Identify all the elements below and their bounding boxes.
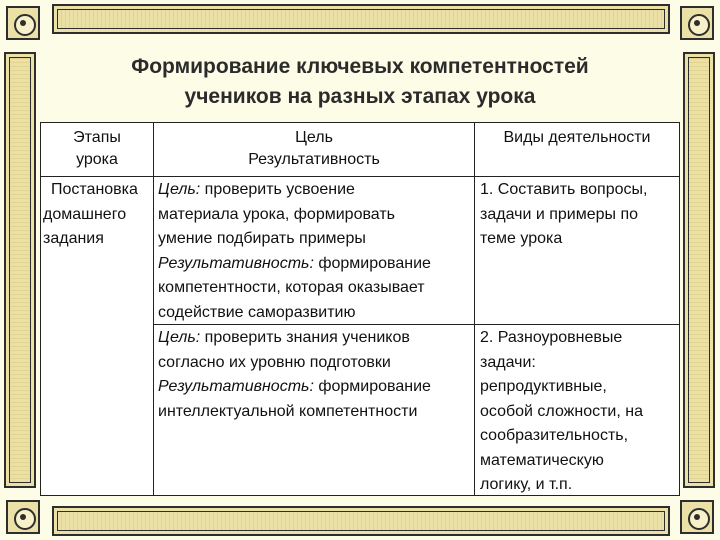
- header-divider: [41, 176, 679, 177]
- stage-cell: Постановка домашнего задания: [43, 181, 138, 247]
- goal-cell-1: Цель: проверить усвоение материала урока, формировать умение подбирать примеры Результативность: формирование компетентности, которая оказывает содействие саморазвитию: [158, 181, 431, 321]
- header-goal: Цель Результативность: [248, 129, 380, 168]
- column-divider: [153, 123, 154, 495]
- competence-table: [40, 122, 680, 496]
- frame-top-band: [52, 4, 670, 34]
- slide-title: [60, 52, 660, 112]
- header-activity: Виды деятельности: [503, 129, 651, 146]
- activity-cell-1: 1. Составить вопросы, задачи и примеры по теме урока: [480, 181, 648, 247]
- frame-corner-ornament-icon: [680, 500, 714, 534]
- frame-corner-ornament-icon: [6, 6, 40, 40]
- frame-corner-ornament-icon: [6, 500, 40, 534]
- slide-title-line-2: учеников на разных этапах урока: [184, 85, 536, 108]
- frame-left-band: [4, 52, 36, 488]
- activity-cell-2: 2. Разноуровневые задачи: репродуктивные, особой сложности, на сообразительность, математическую логику, и т.п.: [480, 329, 643, 493]
- column-divider: [474, 123, 475, 495]
- goal-cell-2: Цель: проверить знания учеников согласно их уровню подготовки Результативность: формирование интеллектуальной компетентности: [158, 329, 431, 420]
- frame-right-band: [683, 52, 715, 488]
- frame-bottom-band: [52, 506, 670, 536]
- frame-corner-ornament-icon: [680, 6, 714, 40]
- header-stage: Этапы урока: [73, 129, 121, 168]
- slide-title-line-1: Формирование ключевых компетентностей: [131, 55, 589, 78]
